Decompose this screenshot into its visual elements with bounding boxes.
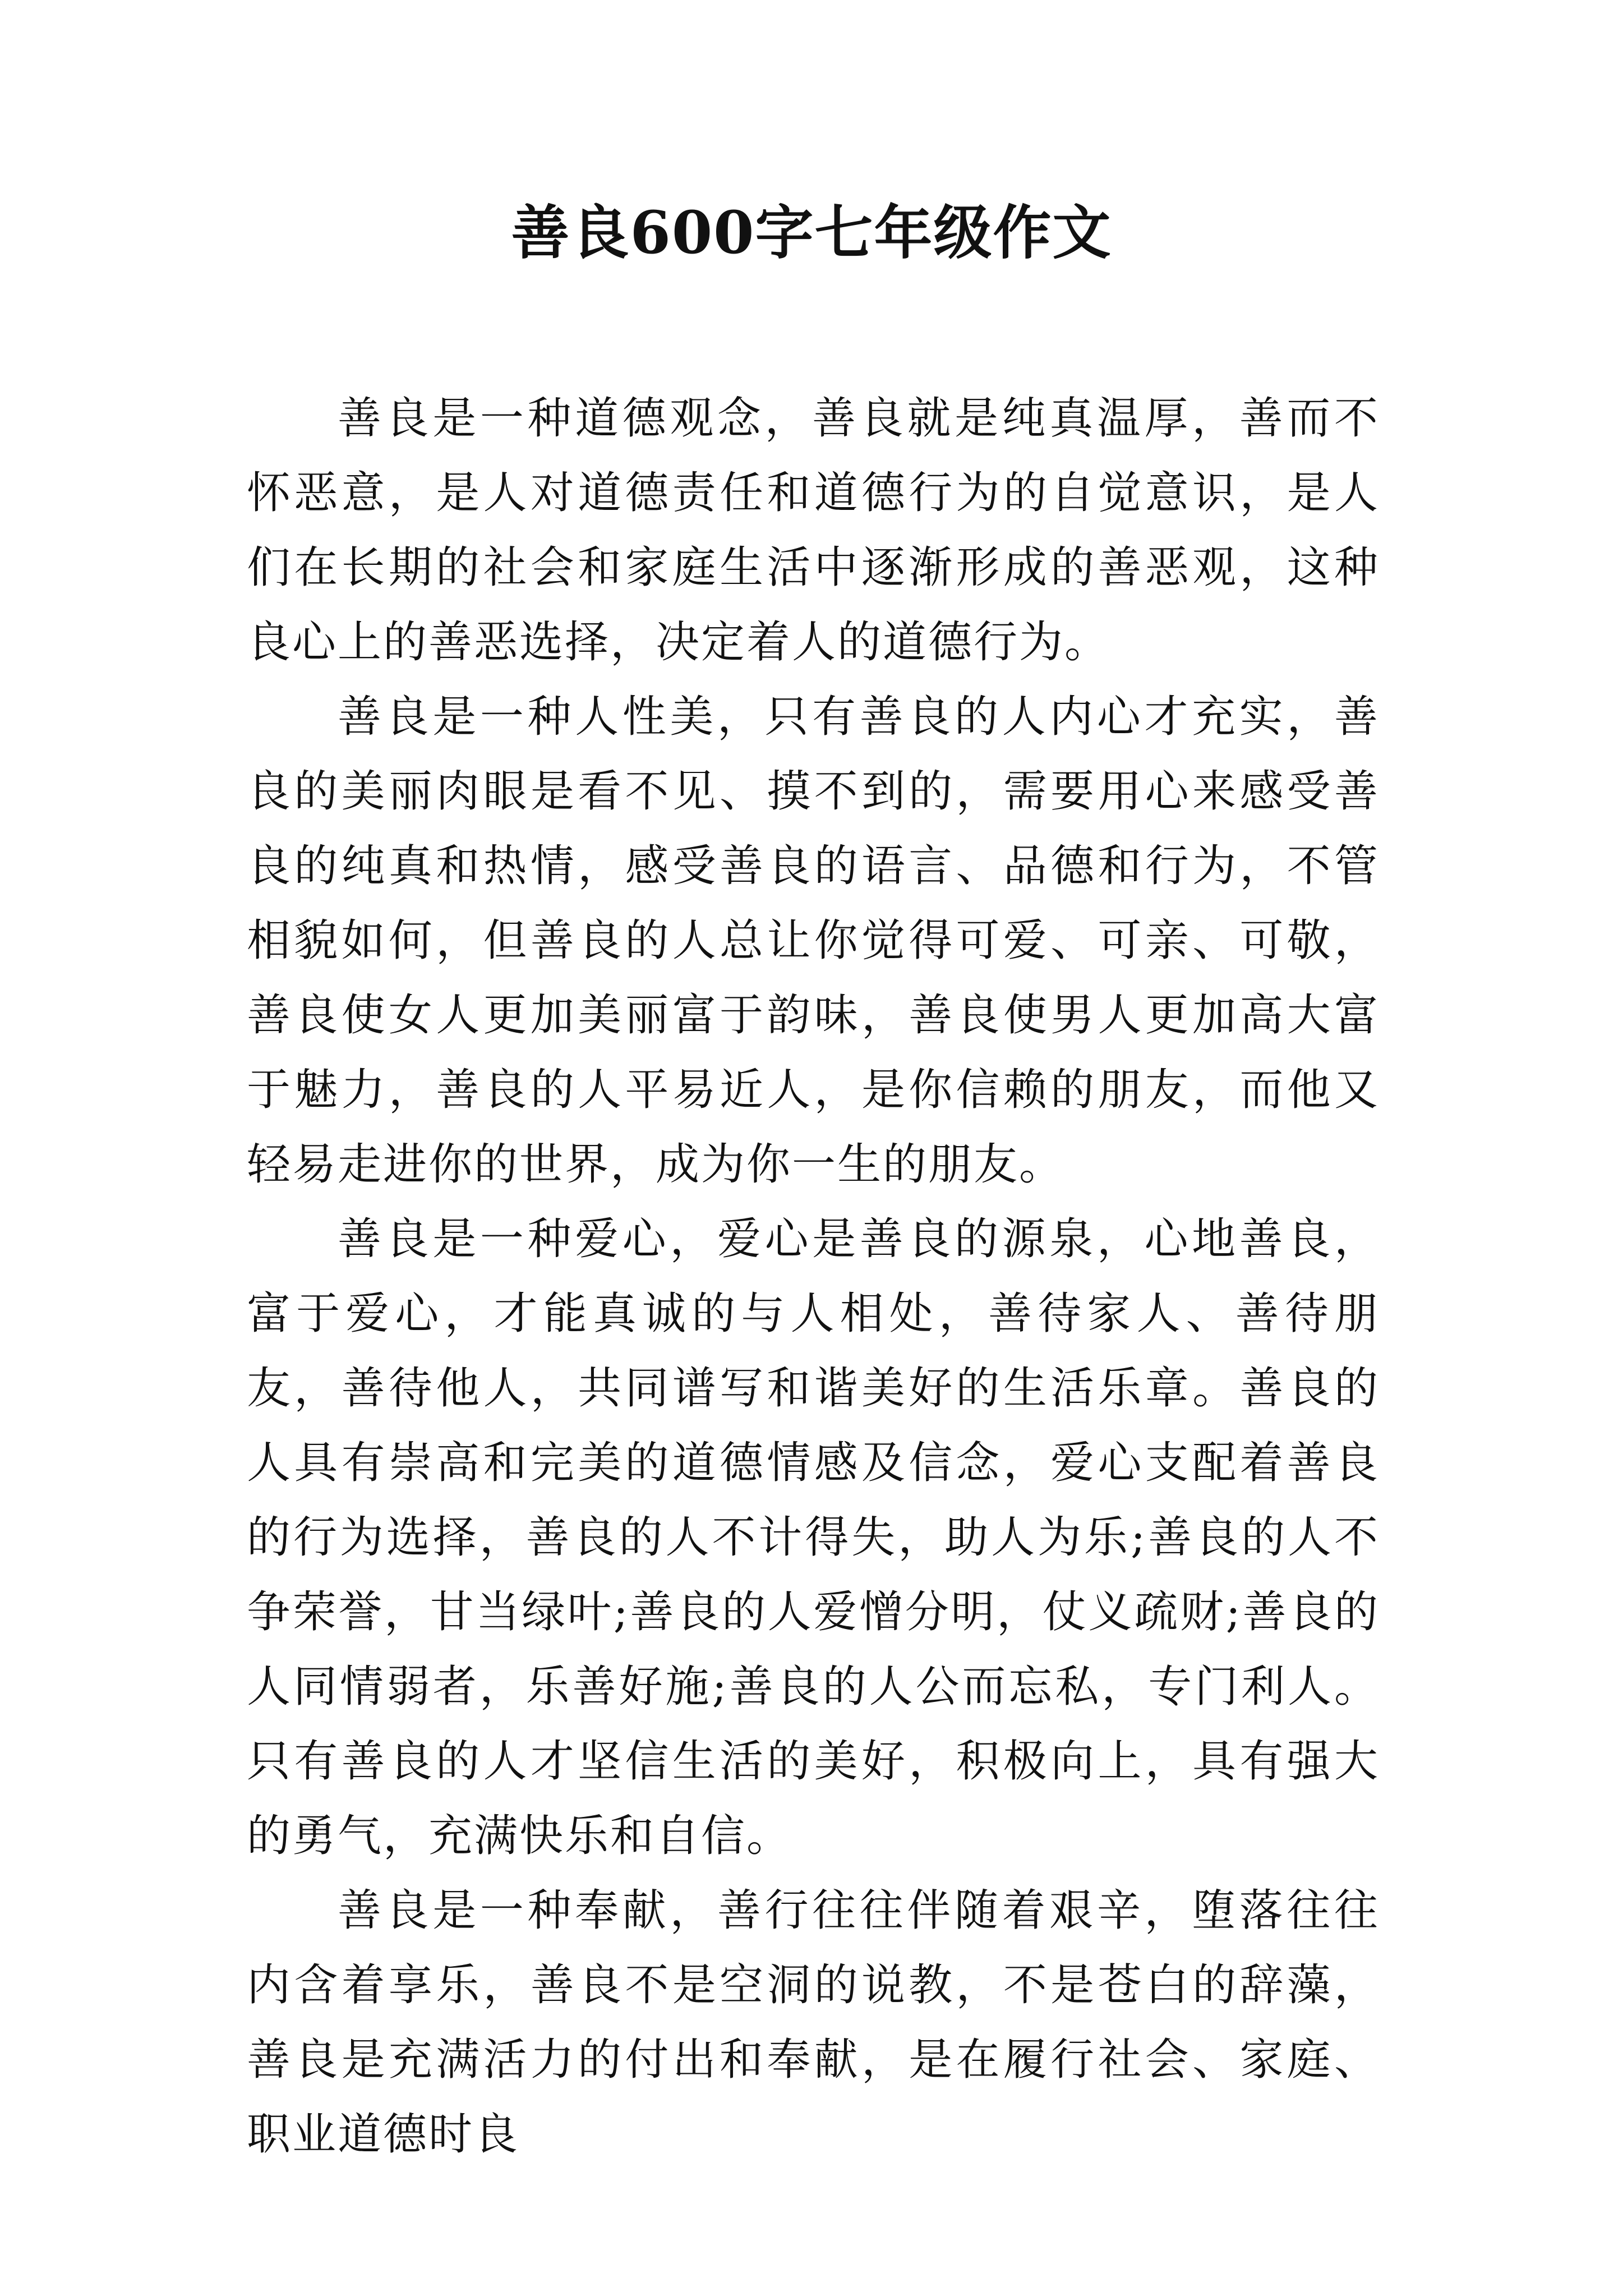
paragraph-2: 善良是一种人性美，只有善良的人内心才充实，善良的美丽肉眼是看不见、摸不到的，需要用心来感受善良的纯真和热情，感受善良的语言、品德和行为，不管相貌如何，但善良的人总让你觉得可爱、可亲、可敬，善良使女人更加美丽富于韵味，善良使男人更加高大富于魅力，善良的人平易近人，是你信赖的朋友，而他又轻易走进你的世界，成为你一生的朋友。: [247, 692, 1380, 1190]
paragraph-3: 善良是一种爱心，爱心是善良的源泉，心地善良，富于爱心，才能真诚的与人相处，善待家人、善待朋友，善待他人，共同谱写和谐美好的生活乐章。善良的人具有崇高和完美的道德情感及信念，爱心支配着善良的行为选择，善良的人不计得失，助人为乐;善良的人不争荣誉，甘当绿叶;善良的人爱憎分明，仗义疏财;善良的人同情弱者，乐善好施;善良的人公而忘私，专门利人。只有善良的人才坚信生活的美好，积极向上，具有强大的勇气，充满快乐和自信。: [247, 1214, 1380, 1861]
paragraph-4: 善良是一种奉献，善行往往伴随着艰辛，堕落往往内含着享乐，善良不是空洞的说教，不是苍白的辞藻，善良是充满活力的付出和奉献，是在履行社会、家庭、职业道德时良: [247, 1885, 1380, 2160]
document-title: 善良600字七年级作文: [511, 198, 1112, 267]
paragraph-1: 善良是一种道德观念，善良就是纯真温厚，善而不怀恶意，是人对道德责任和道德行为的自觉意识，是人们在长期的社会和家庭生活中逐渐形成的善恶观，这种良心上的善恶选择，决定着人的道德行为。: [247, 393, 1380, 668]
document-body: [247, 381, 1380, 2172]
